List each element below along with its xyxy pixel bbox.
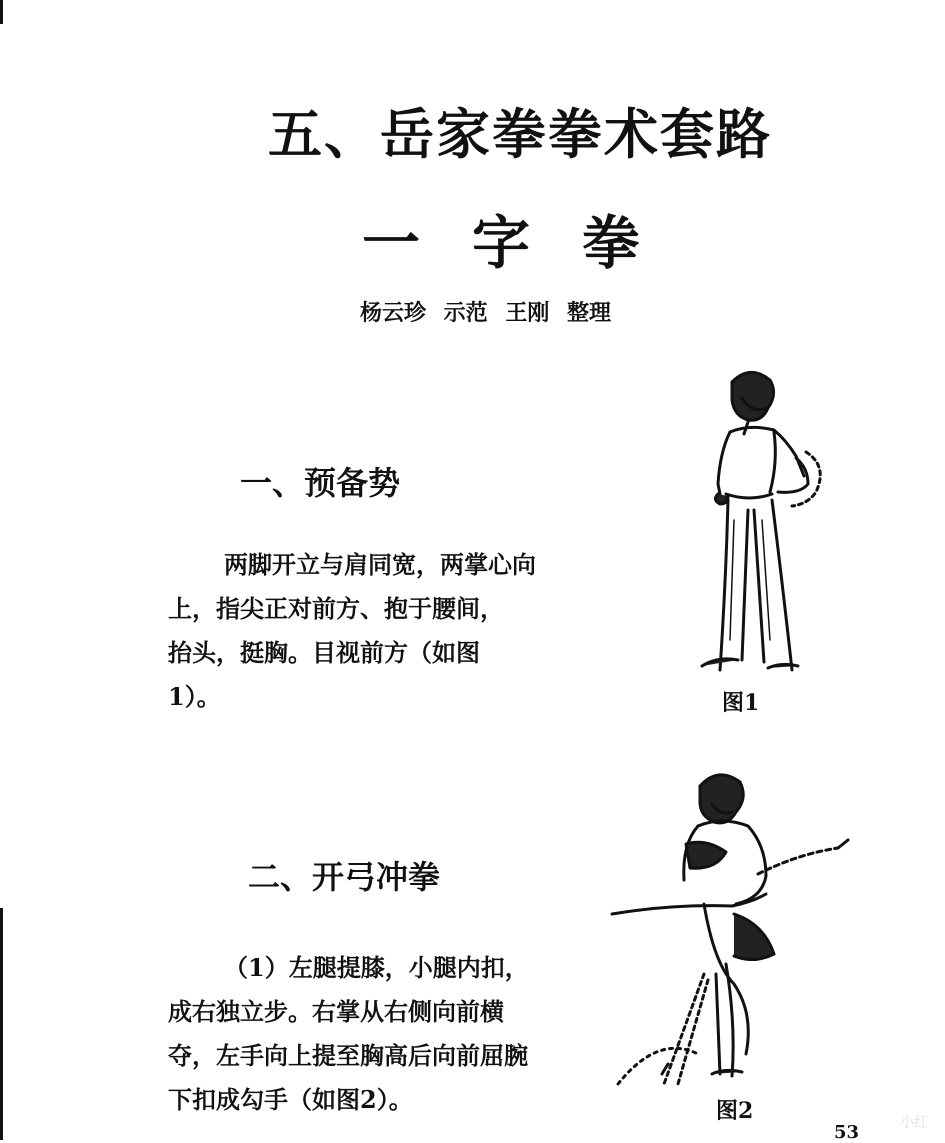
credits-line: 杨云珍 示范 王刚 整理: [360, 300, 611, 326]
body-line: 成右独立步。右掌从右侧向前横: [168, 997, 504, 1026]
figure-1-caption: 图1: [722, 690, 760, 716]
body-line: 抬头，挺胸。目视前方（如图: [168, 638, 480, 667]
section-heading-bow-punch: 二、开弓冲拳: [248, 858, 441, 896]
chapter-title: 五、岳家拳拳术套路: [268, 102, 772, 166]
routine-title: 一字拳: [362, 209, 693, 277]
body-line: 1）。: [168, 682, 221, 711]
watermark: 小红: [900, 1115, 928, 1131]
body-line: 上，指尖正对前方、抱于腰间，: [168, 594, 504, 623]
scan-edge-top: [0, 0, 3, 24]
figure-2-caption: 图2: [716, 1098, 754, 1124]
scan-edge-bottom: [0, 908, 3, 1140]
page-number: 53: [834, 1122, 860, 1143]
section-heading-preparation: 一、预备势: [240, 464, 401, 502]
section-body-preparation: [168, 543, 598, 719]
figure-1-illustration: [690, 360, 840, 680]
section-body-bow-punch: [168, 946, 598, 1122]
body-line: （1）左腿提膝，小腿内扣，: [224, 953, 529, 982]
body-line: 下扣成勾手（如图2）。: [168, 1085, 413, 1114]
body-line: 两脚开立与肩同宽，两掌心向: [224, 550, 536, 579]
body-line: 夺，左手向上提至胸高后向前屈腕: [168, 1041, 528, 1070]
figure-2-illustration: [608, 764, 858, 1094]
